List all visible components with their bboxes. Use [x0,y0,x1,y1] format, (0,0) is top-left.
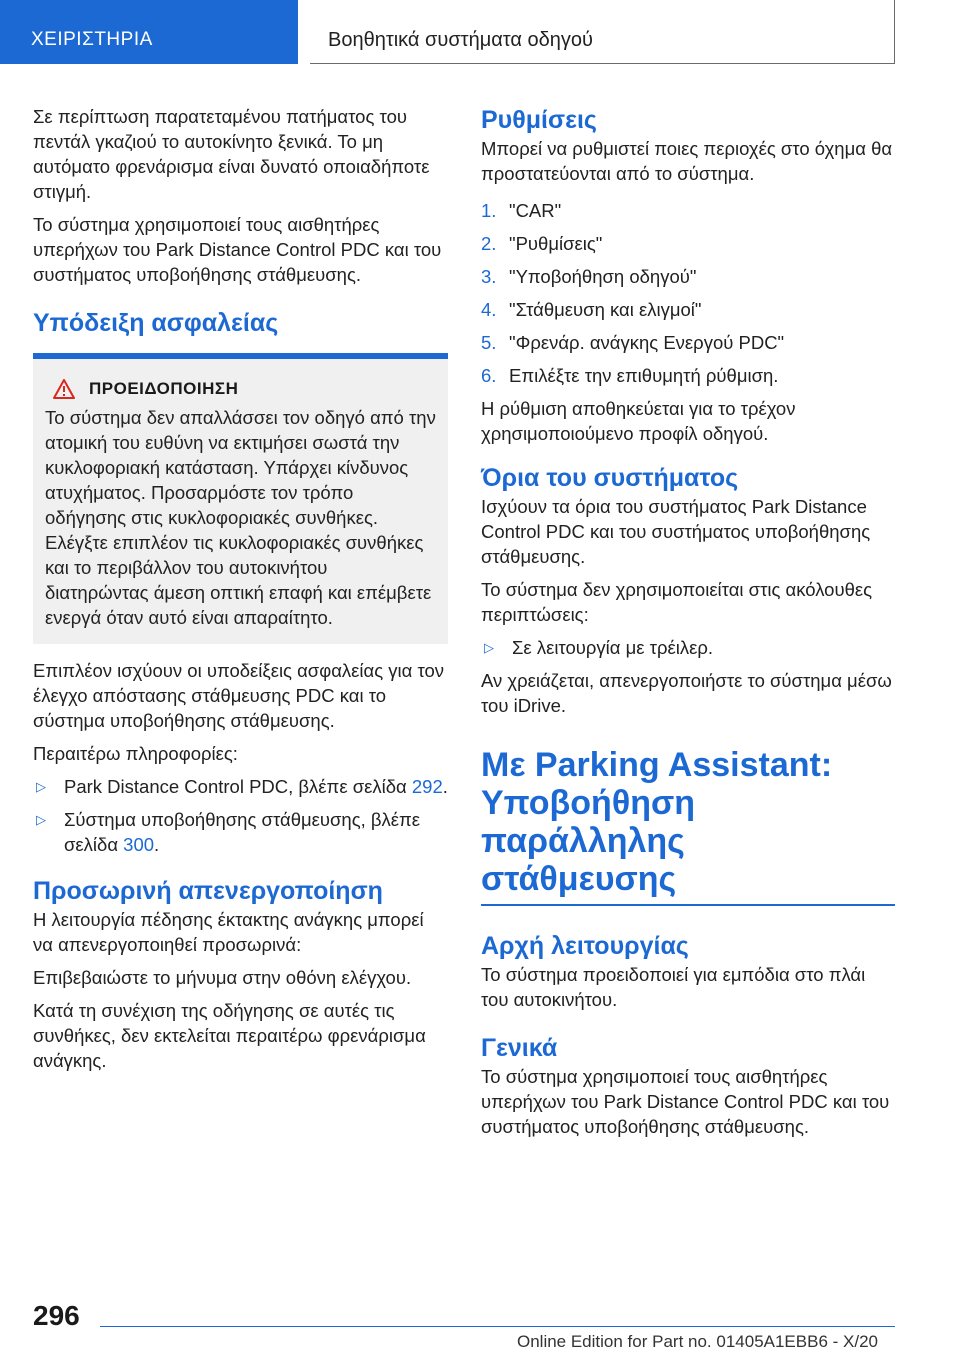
settings-intro: Μπορεί να ρυθμιστεί ποιες περιοχές στο όχημα θα προστατεύονται από το σύστημα. [481,138,893,184]
after-warning-paragraph-2: Περαιτέρω πληροφορίες: [33,743,238,764]
principle-heading: Αρχή λειτουργίας [481,932,689,960]
list-item: 2. "Ρυθμίσεις" [481,233,603,254]
main-heading-block [481,746,895,906]
triangle-bullet-icon: ▷ [484,640,494,655]
page-number: 296 [33,1300,80,1331]
intro-paragraph-2: Το σύστημα χρησιμοποιεί τους αισθητήρες υπερήχων του Park Distance Control PDC και του συστήματος υποβοήθησης στάθμευσης. [33,214,442,285]
list-item: 1. "CAR" [481,200,562,221]
after-warning-paragraph-1: Επιπλέον ισχύουν οι υποδείξεις ασφαλείας για τον έλεγχο απόστασης στάθμευσης PDC και το σύστημα υποβοήθησης στάθμευσης. [33,660,445,731]
principle-paragraph: Το σύστημα προειδοποιεί για εμπόδια στο πλάι του αυτοκινήτου. [481,964,866,1010]
safety-heading: Υπόδειξη ασφαλείας [33,309,279,337]
page-link-300[interactable]: 300 [123,834,155,855]
edition-text: Online Edition for Part no. 01405A1EBB6 - X/20 [516,1332,878,1351]
footer-divider [100,1326,895,1327]
temp-paragraph-2: Επιβεβαιώστε το μήνυμα στην οθόνη ελέγχου. [33,967,412,988]
section-tab-label: ΧΕΙΡΙΣΤΗΡΙΑ [31,29,153,50]
list-item: ▷ Σύστημα υποβοήθησης στάθμευσης, βλέπε σελίδα 300. [33,807,448,857]
right-column [481,104,895,1147]
limits-paragraph-2: Το σύστημα δεν χρησιμοποιείται στις ακόλουθες περιπτώσεις: [481,579,873,625]
main-heading-line-2: Υποβοήθηση παράλληλης [481,784,695,860]
list-item: ▷ Σε λειτουργία με τρέιλερ. [481,635,895,660]
intro-paragraph-1: Σε περίπτωση παρατεταμένου πατήματος του πεντάλ γκαζιού το αυτοκίνητο ξενικά. Το μη αυτόματο φρενάρισμα είναι δυνατό οποιαδήποτε στιγμή. [33,106,430,202]
page-link-292[interactable]: 292 [411,776,443,797]
limits-heading: Όρια του συστήματος [481,464,739,492]
more-info-list [33,774,448,857]
settings-note: Η ρύθμιση αποθηκεύεται για το τρέχον χρησιμοποιούμενο προφίλ οδηγού. [481,398,796,444]
warning-box [33,353,448,644]
warning-header [45,379,436,399]
list-item: 3. "Υποβοήθηση οδηγού" [481,266,697,287]
list-item: 5. "Φρενάρ. ανάγκης Ενεργού PDC" [481,332,785,353]
limits-paragraph-3: Αν χρειάζεται, απενεργοποιήστε το σύστημα μέσω του iDrive. [481,670,892,716]
temp-paragraph-1: Η λειτουργία πέδησης έκτακτης ανάγκης μπορεί να απενεργοποιηθεί προσωρινά: [33,909,424,955]
temp-paragraph-3: Κατά τη συνέχιση της οδήγησης σε αυτές τις συνθήκες, δεν εκτελείται περαιτέρω φρενάρισμα ανάγκης. [33,1000,426,1071]
list-item: ▷ Park Distance Control PDC, βλέπε σελίδα 292. [33,774,448,799]
list-item: 4. "Στάθμευση και ελιγμοί" [481,299,702,320]
triangle-bullet-icon: ▷ [36,779,46,794]
warning-title: ΠΡΟΕΙΔΟΠΟΙΗΣΗ [89,379,239,398]
main-heading-line-1: Με Parking Assistant: [481,746,833,784]
main-heading-line-3: στάθμευσης [481,860,677,898]
settings-heading: Ρυθμίσεις [481,106,597,134]
left-column [33,104,448,1081]
limits-paragraph-1: Ισχύουν τα όρια του συστήματος Park Distance Control PDC και του συστήματος υποβοήθησης στάθμευσης. [481,496,871,567]
temp-deactivation-heading: Προσωρινή απενεργοποίηση [33,877,383,905]
general-paragraph: Το σύστημα χρησιμοποιεί τους αισθητήρες υπερήχων του Park Distance Control PDC και του συστήματος υποβοήθησης στάθμευσης. [481,1066,890,1137]
triangle-bullet-icon: ▷ [36,812,46,827]
general-heading: Γενικά [481,1034,558,1062]
chapter-title: Βοηθητικά συστήματα οδηγού [328,29,593,51]
warning-triangle-icon [53,379,75,399]
settings-steps [481,198,895,388]
warning-body: Το σύστημα δεν απαλλάσσει τον οδηγό από την ατομική του ευθύνη να εκτιμήσει σωστά την κυκλοφοριακή κατάσταση. Υπάρχει κίνδυνος ατυχήματος. Προσαρμόστε τον τρόπο οδήγησης στις κυκλοφοριακές συνθήκες. Ελέγξτε επιπλέον τις κυκλοφοριακές συνθήκες και το περιβάλλον του αυτοκινήτου διατηρώντας άμεση οπτική επαφή και επέμβετε ενεργά όταν αυτό είναι απαραίτητο. [45,407,436,628]
list-item: 6. Επιλέξτε την επιθυμητή ρύθμιση. [481,365,779,386]
limits-list [481,635,895,660]
